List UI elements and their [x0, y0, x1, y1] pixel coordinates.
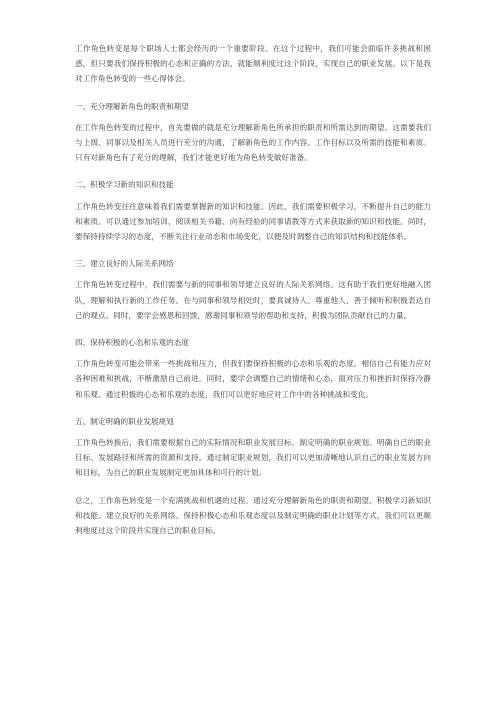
section-5	[75, 414, 431, 481]
section-body: 工作角色转变往往意味着我们需要掌握新的知识和技能。因此，我们需要积极学习，不断提升自己的能力和素质。可以通过参加培训、阅读相关书籍、向有经验的同事请教等方式来获取新的知识和技能。同时，要保持持续学习的态度，不断关注行业动态和市场变化，以便及时调整自己的知识结构和技能体系。	[75, 201, 431, 242]
section-heading: 四、保持积极的心态和乐观的态度	[75, 338, 189, 348]
section-4	[75, 335, 431, 402]
section-heading: 一、充分理解新角色的职责和期望	[75, 101, 189, 111]
section-3	[75, 256, 431, 323]
document-page	[75, 41, 431, 550]
conclusion-paragraph: 总之，工作角色转变是一个充满挑战和机遇的过程。通过充分理解新角色的职责和期望、积极学习新知识和技能、建立良好的关系网络、保持积极心态和乐观态度以及制定明确的职业计划等方式，我们可以更顺利地度过这个阶段并实现自己的职业目标。	[75, 495, 431, 536]
section-body: 工作角色转换后，我们需要根据自己的实际情况和职业发展目标，制定明确的职业规划。明确自己的职业目标、发展路径和所需的资源和支持。通过制定职业规划，我们可以更加清晰地认识自己的职业发展方向和目标，为自己的职业发展制定更加具体和可行的计划。	[75, 438, 431, 478]
section-body: 工作角色转变可能会带来一些挑战和压力，但我们要保持积极的心态和乐观的态度。相信自己有能力应对各种困难和挑战，不断激励自己前进。同时，要学会调整自己的情绪和心态，面对压力和挫折时保持冷静和乐观。通过积极的心态和乐观的态度，我们可以更好地应对工作中的各种挑战和变化。	[75, 359, 431, 399]
section-2	[75, 177, 431, 244]
section-body: 在工作角色转变的过程中，首先要做的就是充分理解新角色所承担的职责和所需达到的期望。这需要我们与上级、同事以及相关人员进行充分的沟通，了解新角色的工作内容、工作目标以及所需的技能和素质。只有对新角色有了充分的理解，我们才能更好地为角色转变做好准备。	[75, 122, 431, 163]
section-heading: 三、建立良好的人际关系网络	[75, 259, 174, 269]
intro-paragraph: 工作角色转变是每个职场人士都会经历的一个重要阶段。在这个过程中，我们可能会面临许多挑战和困惑，但只要我们保持积极的心态和正确的方法，就能顺利度过这个阶段，实现自己的职业发展。以下是我对工作角色转变的一些心得体会。	[75, 44, 431, 84]
section-1	[75, 99, 431, 166]
section-heading: 二、积极学习新的知识和技能	[75, 180, 174, 190]
section-body: 工作角色转变过程中，我们需要与新的同事和领导建立良好的人际关系网络。这有助于我们更好地融入团队，理解和执行新的工作任务。在与同事和领导相处时，要真诚待人、尊重他人、善于倾听和积极表达自己的观点。同时，要学会感恩和回馈，感谢同事和领导的帮助和支持，积极为团队贡献自己的力量。	[75, 280, 431, 320]
section-heading: 五、制定明确的职业发展规划	[75, 416, 174, 426]
